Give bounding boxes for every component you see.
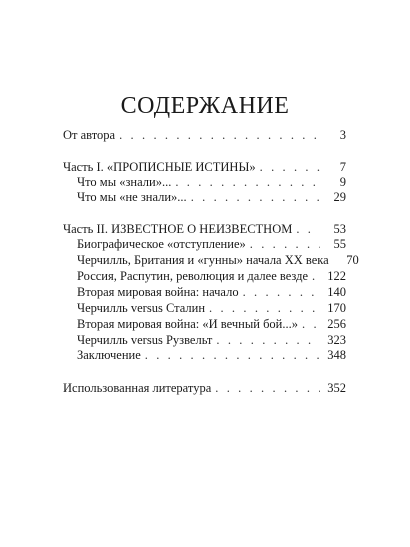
toc-entry-page: 140 — [327, 285, 346, 299]
leader-dots — [209, 300, 320, 316]
leader-dots — [302, 316, 320, 332]
leader-dots — [260, 159, 320, 175]
leader-dots — [145, 347, 320, 363]
toc-entry-russia — [77, 268, 346, 284]
toc-entry-page: 55 — [333, 237, 346, 251]
toc-entry-page: 348 — [327, 348, 346, 362]
toc-entry-label: Использованная литература — [63, 381, 212, 395]
toc-entry-label: Что мы «знали»... — [77, 175, 172, 189]
toc-entry-page: 53 — [333, 222, 346, 236]
toc-entry-biography — [77, 236, 346, 252]
toc-entry-churchill-stalin — [77, 300, 346, 316]
toc-entry-page: 323 — [327, 333, 346, 347]
toc-entry-conclusion — [77, 347, 346, 363]
toc-entry-ww2-battle — [77, 316, 346, 332]
toc-entry-page: 170 — [327, 301, 346, 315]
toc-entry-part-1 — [63, 159, 346, 175]
toc-entry-page: 352 — [327, 381, 346, 395]
leader-dots — [191, 189, 320, 205]
toc-entry-page: 29 — [333, 190, 346, 204]
toc-entry-page: 70 — [346, 253, 359, 267]
leader-dots — [296, 221, 320, 237]
toc-entry-page: 9 — [339, 175, 346, 189]
toc-entry-page: 7 — [339, 160, 346, 174]
toc-entry-label: Черчилль, Британия и «гунны» начала XX века — [77, 253, 329, 267]
toc-entry-label: Вторая мировая война: начало — [77, 285, 239, 299]
leader-dots — [215, 380, 320, 396]
leader-dots — [250, 236, 320, 252]
toc-entry-label: Часть II. ИЗВЕСТНОЕ О НЕИЗВЕСТНОМ — [63, 222, 293, 236]
leader-dots — [175, 174, 320, 190]
toc-entry-churchill-britain — [77, 252, 359, 268]
toc-entry-part-2 — [63, 221, 346, 237]
leader-dots — [312, 268, 320, 284]
leader-dots — [216, 332, 320, 348]
toc-entry-label: Черчилль versus Рузвельт — [77, 333, 213, 347]
toc-entry-label: Заключение — [77, 348, 141, 362]
leader-dots — [119, 127, 320, 143]
page-title: СОДЕРЖАНИЕ — [120, 93, 290, 119]
toc-entry-label: От автора — [63, 128, 116, 142]
toc-entry-ww2-start — [77, 284, 346, 300]
toc-entry-label: Часть I. «ПРОПИСНЫЕ ИСТИНЫ» — [63, 160, 256, 174]
toc-entry-label: Россия, Распутин, революция и далее везде — [77, 269, 309, 283]
toc-entry-label: Биографическое «отступление» — [77, 237, 246, 251]
toc-entry-page: 122 — [327, 269, 346, 283]
toc-entry-churchill-roosevelt — [77, 332, 346, 348]
toc-entry-label: Что мы «не знали»... — [77, 190, 187, 204]
leader-dots — [243, 284, 320, 300]
toc-entry-label: Черчилль versus Сталин — [77, 301, 206, 315]
toc-entry-bibliography — [63, 380, 346, 396]
table-of-contents — [63, 0, 359, 547]
toc-entry-page: 256 — [327, 317, 346, 331]
toc-entry-label: Вторая мировая война: «И вечный бой...» — [77, 317, 298, 331]
toc-entry-foreword — [63, 127, 346, 143]
toc-entry-known — [77, 174, 346, 190]
toc-entry-not-known — [77, 189, 346, 205]
toc-entry-page: 3 — [339, 128, 346, 142]
